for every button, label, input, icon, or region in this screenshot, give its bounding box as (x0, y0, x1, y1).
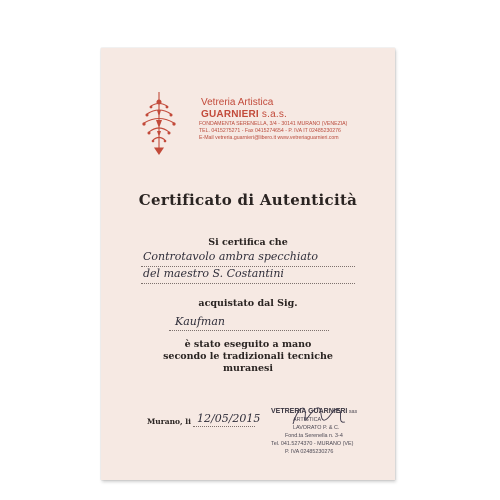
purchased-label: acquistato dal Sig. (198, 298, 298, 309)
certificate-document (101, 48, 395, 480)
made-by-hand-line2: secondo le tradizionali tecniche (163, 351, 333, 362)
certificate-date: 12/05/2015 (197, 412, 261, 425)
made-by-hand-line1: è stato eseguito a mano (184, 339, 312, 350)
company-web: E-Mail vetreria.guarnieri@libero.it www.vetreriaguarnieri.com (199, 135, 339, 141)
signature-mark (289, 400, 349, 432)
object-description-line1: Controtavolo ambra specchiato (143, 250, 318, 263)
dotted-rule (193, 426, 255, 427)
object-description-line2: del maestro S. Costantini (143, 267, 284, 280)
company-header (199, 97, 384, 142)
company-stamp: VETRERIA GUARNIERI sas ARTISTICA LAVORATO P. & C. Fond.ta Serenella n. 3-4 Tel. 041.5274370 - MURANO (VE) P. IVA 02485230276 (271, 408, 358, 455)
certify-label: Si certifica che (208, 237, 288, 248)
made-by-hand-line3: muranesi (222, 363, 274, 374)
dotted-rule (169, 330, 329, 331)
dotted-rule (141, 283, 355, 284)
certificate-title: Certificato di Autenticità (138, 191, 358, 209)
company-name: Vetreria Artistica (201, 97, 274, 108)
company-name-bold: GUARNIERI s.a.s. (201, 109, 288, 120)
place-label: Murano, li (147, 417, 191, 426)
buyer-name: Kaufman (175, 315, 226, 328)
company-address: FONDAMENTA SERENELLA, 3/4 - 30141 MURANO (VENEZIA) (199, 121, 348, 127)
chandelier-icon (141, 90, 177, 156)
company-contacts: TEL. 0415275271 - Fax 0415274654 - P. IVA IT 02485230276 (199, 128, 341, 134)
